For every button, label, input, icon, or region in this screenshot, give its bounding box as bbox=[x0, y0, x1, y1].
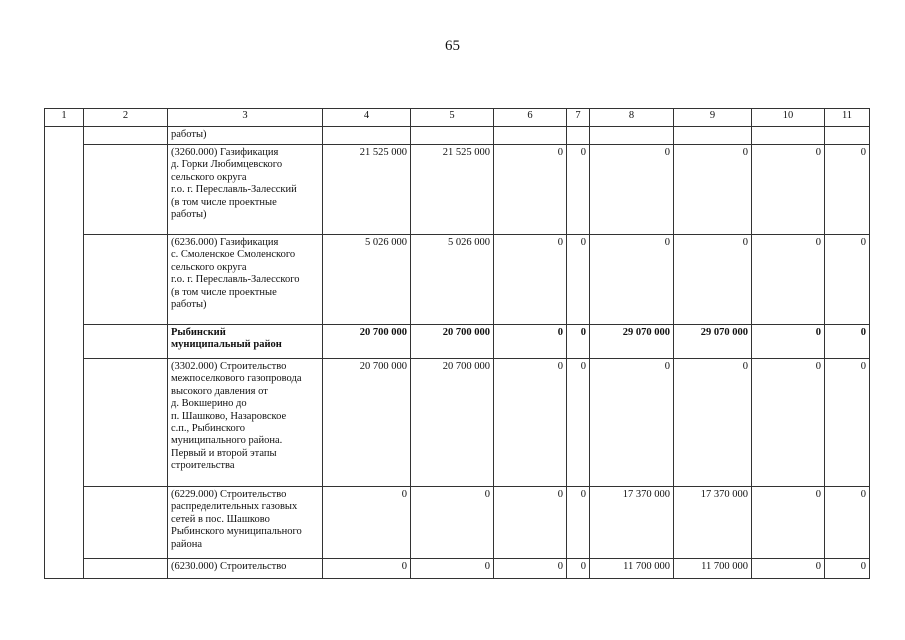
table-row bbox=[45, 559, 870, 579]
value-cell-col-6: 0 bbox=[494, 559, 567, 579]
value-cell-col-10: 0 bbox=[752, 359, 825, 487]
code-cell bbox=[84, 325, 168, 359]
value-cell-col-7 bbox=[567, 127, 590, 145]
code-cell bbox=[84, 145, 168, 235]
code-cell bbox=[84, 487, 168, 559]
code-cell bbox=[84, 559, 168, 579]
value-cell-col-5: 21 525 000 bbox=[411, 145, 494, 235]
value-cell-col-8: 17 370 000 bbox=[590, 487, 674, 559]
value-cell-col-6: 0 bbox=[494, 325, 567, 359]
table-row bbox=[45, 487, 870, 559]
column-header-4: 4 bbox=[323, 109, 411, 127]
table-body bbox=[45, 127, 870, 579]
value-cell-col-9: 0 bbox=[674, 359, 752, 487]
value-cell-col-4: 5 026 000 bbox=[323, 235, 411, 325]
code-cell bbox=[84, 235, 168, 325]
value-cell-col-5: 20 700 000 bbox=[411, 359, 494, 487]
value-cell-col-5: 20 700 000 bbox=[411, 325, 494, 359]
column-header-2: 2 bbox=[84, 109, 168, 127]
table-row bbox=[45, 325, 870, 359]
item-name-cell: Рыбинский муниципальный район bbox=[168, 325, 323, 359]
column-header-8: 8 bbox=[590, 109, 674, 127]
item-name-cell: (6236.000) Газификация с. Смоленское Смоленского сельского округа г.о. г. Переславль-Залесского (в том числе проектные работы) bbox=[168, 235, 323, 325]
value-cell-col-9: 11 700 000 bbox=[674, 559, 752, 579]
value-cell-col-8 bbox=[590, 127, 674, 145]
value-cell-col-6: 0 bbox=[494, 145, 567, 235]
header-row bbox=[45, 109, 870, 127]
column-header-11: 11 bbox=[825, 109, 870, 127]
item-name-cell: (6230.000) Строительство bbox=[168, 559, 323, 579]
value-cell-col-6 bbox=[494, 127, 567, 145]
value-cell-col-8: 0 bbox=[590, 359, 674, 487]
value-cell-col-7: 0 bbox=[567, 325, 590, 359]
value-cell-col-5: 0 bbox=[411, 559, 494, 579]
value-cell-col-7: 0 bbox=[567, 559, 590, 579]
value-cell-col-4: 20 700 000 bbox=[323, 359, 411, 487]
column-header-10: 10 bbox=[752, 109, 825, 127]
table-row bbox=[45, 235, 870, 325]
value-cell-col-4: 20 700 000 bbox=[323, 325, 411, 359]
value-cell-col-9: 17 370 000 bbox=[674, 487, 752, 559]
value-cell-col-10: 0 bbox=[752, 487, 825, 559]
value-cell-col-11: 0 bbox=[825, 559, 870, 579]
code-cell bbox=[84, 127, 168, 145]
value-cell-col-4 bbox=[323, 127, 411, 145]
value-cell-col-7: 0 bbox=[567, 359, 590, 487]
value-cell-col-6: 0 bbox=[494, 235, 567, 325]
column-header-1: 1 bbox=[45, 109, 84, 127]
code-cell bbox=[84, 359, 168, 487]
value-cell-col-8: 0 bbox=[590, 145, 674, 235]
column-header-3: 3 bbox=[168, 109, 323, 127]
table-row bbox=[45, 359, 870, 487]
table-row bbox=[45, 145, 870, 235]
value-cell-col-10: 0 bbox=[752, 559, 825, 579]
value-cell-col-11: 0 bbox=[825, 235, 870, 325]
value-cell-col-9: 29 070 000 bbox=[674, 325, 752, 359]
value-cell-col-7: 0 bbox=[567, 235, 590, 325]
value-cell-col-11: 0 bbox=[825, 359, 870, 487]
value-cell-col-5: 0 bbox=[411, 487, 494, 559]
value-cell-col-9: 0 bbox=[674, 145, 752, 235]
row-number-cell bbox=[45, 127, 84, 579]
value-cell-col-4: 0 bbox=[323, 559, 411, 579]
column-header-6: 6 bbox=[494, 109, 567, 127]
value-cell-col-4: 0 bbox=[323, 487, 411, 559]
table-row bbox=[45, 127, 870, 145]
page-number: 65 bbox=[445, 38, 460, 54]
column-header-9: 9 bbox=[674, 109, 752, 127]
item-name-cell: (6229.000) Строительство распределительных газовых сетей в пос. Шашково Рыбинского муниципального района bbox=[168, 487, 323, 559]
value-cell-col-7: 0 bbox=[567, 487, 590, 559]
value-cell-col-11: 0 bbox=[825, 145, 870, 235]
column-header-5: 5 bbox=[411, 109, 494, 127]
value-cell-col-7: 0 bbox=[567, 145, 590, 235]
value-cell-col-10: 0 bbox=[752, 235, 825, 325]
item-name-cell: (3260.000) Газификация д. Горки Любимцевского сельского округа г.о. г. Переславль-Залесский (в том числе проектные работы) bbox=[168, 145, 323, 235]
value-cell-col-10 bbox=[752, 127, 825, 145]
item-name-cell: (3302.000) Строительство межпоселкового газопровода высокого давления от д. Вокшерино до п. Шашково, Назаровское с.п., Рыбинского муниципального района. Первый и второй этапы строительства bbox=[168, 359, 323, 487]
value-cell-col-10: 0 bbox=[752, 325, 825, 359]
value-cell-col-10: 0 bbox=[752, 145, 825, 235]
budget-table bbox=[44, 108, 870, 579]
value-cell-col-5: 5 026 000 bbox=[411, 235, 494, 325]
value-cell-col-5 bbox=[411, 127, 494, 145]
value-cell-col-11: 0 bbox=[825, 487, 870, 559]
value-cell-col-6: 0 bbox=[494, 359, 567, 487]
item-name-cell: работы) bbox=[168, 127, 323, 145]
value-cell-col-9: 0 bbox=[674, 235, 752, 325]
value-cell-col-9 bbox=[674, 127, 752, 145]
column-header-7: 7 bbox=[567, 109, 590, 127]
value-cell-col-4: 21 525 000 bbox=[323, 145, 411, 235]
value-cell-col-8: 11 700 000 bbox=[590, 559, 674, 579]
value-cell-col-11 bbox=[825, 127, 870, 145]
value-cell-col-6: 0 bbox=[494, 487, 567, 559]
value-cell-col-8: 29 070 000 bbox=[590, 325, 674, 359]
value-cell-col-8: 0 bbox=[590, 235, 674, 325]
value-cell-col-11: 0 bbox=[825, 325, 870, 359]
